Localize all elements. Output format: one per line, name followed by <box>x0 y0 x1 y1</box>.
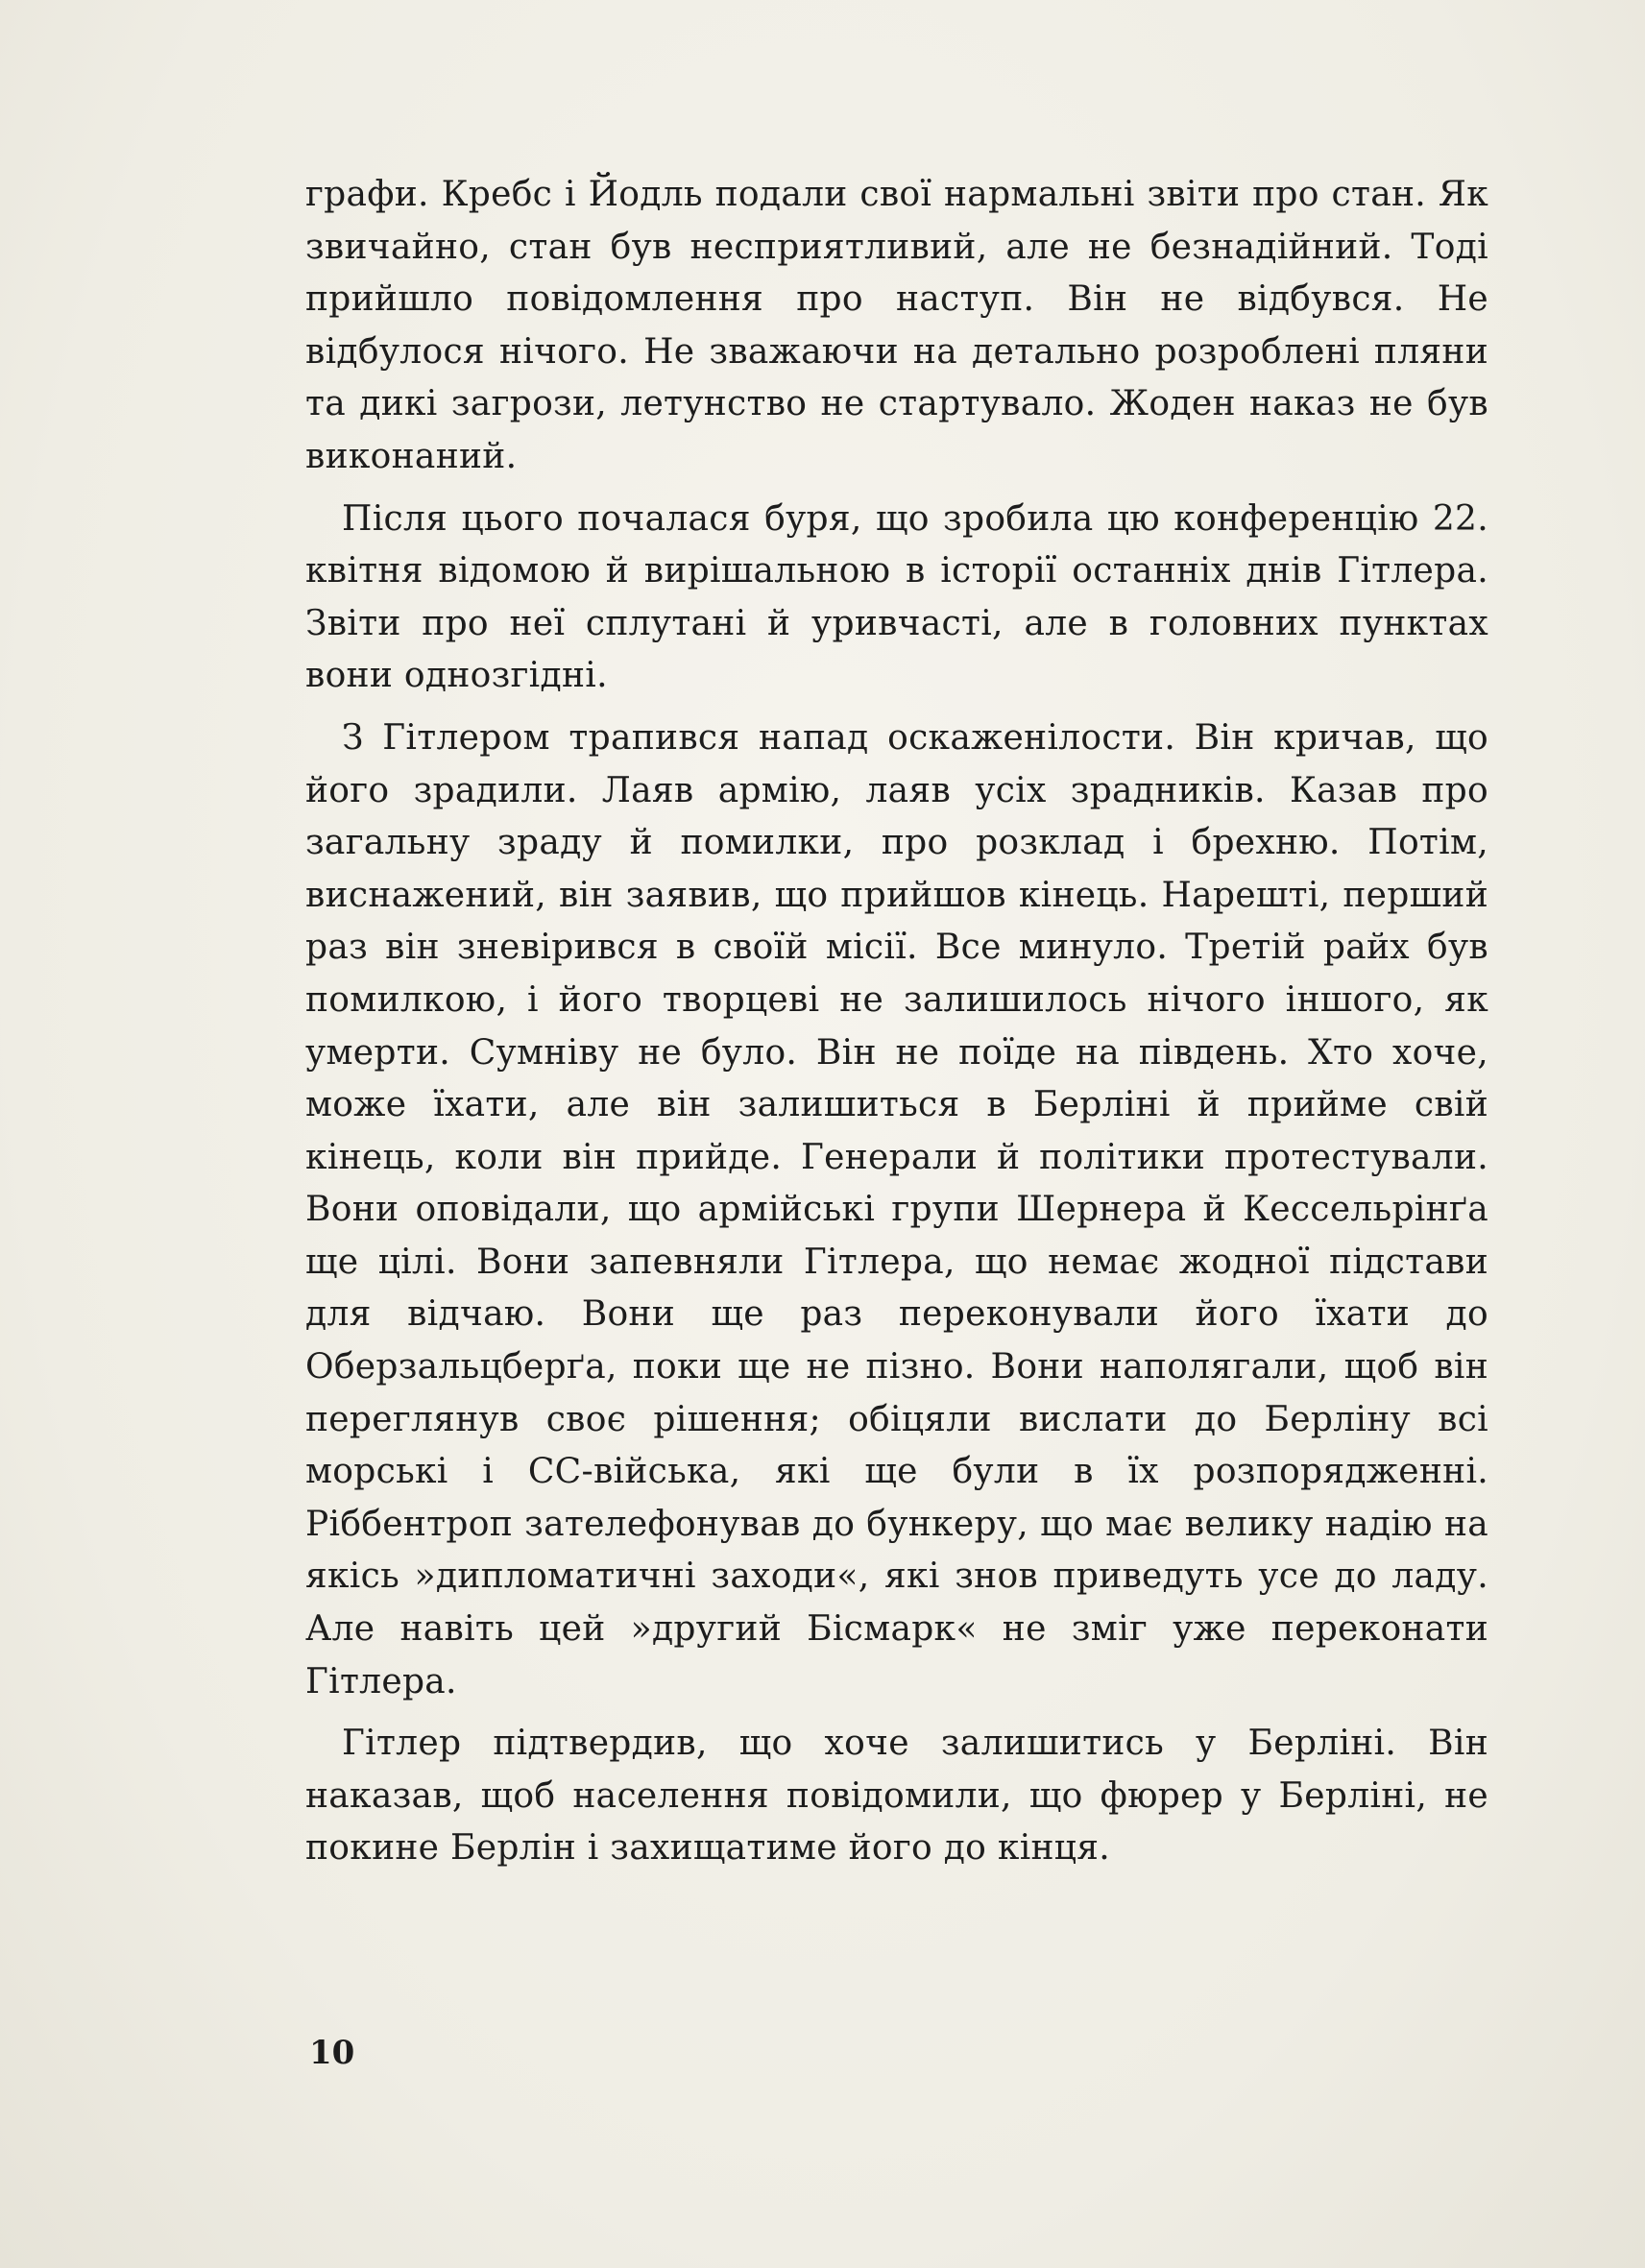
paragraph-2: Після цього почалася буря, що зробила цю конференцію 22. квітня відомою й вирішальною в історії останніх днів Гітлера. Звіти про неї сплутані й уривчасті, але в головних пунктах вони однозгідні. <box>305 498 1488 696</box>
body-text <box>305 169 1488 1885</box>
page-number: 10 <box>309 2034 355 2072</box>
paragraph-3: З Гітлером трапився напад оскаженілости. Він кричав, що його зрадили. Лаяв армію, лаяв усіх зрадників. Казав про загальну зраду й помилки, про розклад і брехню. Потім, виснажений, він заявив, що прийшов кінець. Нарешті, перший раз він зневірився в своїй місії. Все минуло. Третій райх був помилкою, і його творцеві не залишилось нічого іншого, як умерти. Сумніву не було. Він не поїде на південь. Хто хоче, може їхати, але він залишиться в Берліні й прийме свій кінець, коли він прийде. Генерали й політики протестували. Вони оповідали, що армійські групи Шернера й Кессельрінґа ще цілі. Вони запевняли Гітлера, що немає жодної підстави для відчаю. Вони ще раз переконували його їхати до Оберзальцберґа, поки ще не пізно. Вони наполягали, щоб він переглянув своє рішення; обіцяли вислати до Берліну всі морські і СС-війська, які ще були в їх розпорядженні. Ріббентроп зателефонував до бункеру, що має велику надію на якісь »дипломатичні заходи«, які знов приведуть усе до ладу. Але навіть цей »другий Бісмарк« не зміг уже переконати Гітлера. <box>305 717 1488 1701</box>
paragraph-4: Гітлер підтвердив, що хоче залишитись у Берліні. Він наказав, щоб населення повідомили, що фюрер у Берліні, не покине Берлін і захищатиме його до кінця. <box>305 1724 1488 1869</box>
paragraph-1: графи. Кребс і Йодль подали свої нармальні звіти про стан. Як звичайно, стан був несприятливий, але не безнадійний. Тоді прийшло повідомлення про наступ. Він не відбувся. Не відбулося нічого. Не зважаючи на детально розроблені пляни та дикі загрози, летунство не стартувало. Жоден наказ не був виконаний. <box>305 175 1488 476</box>
